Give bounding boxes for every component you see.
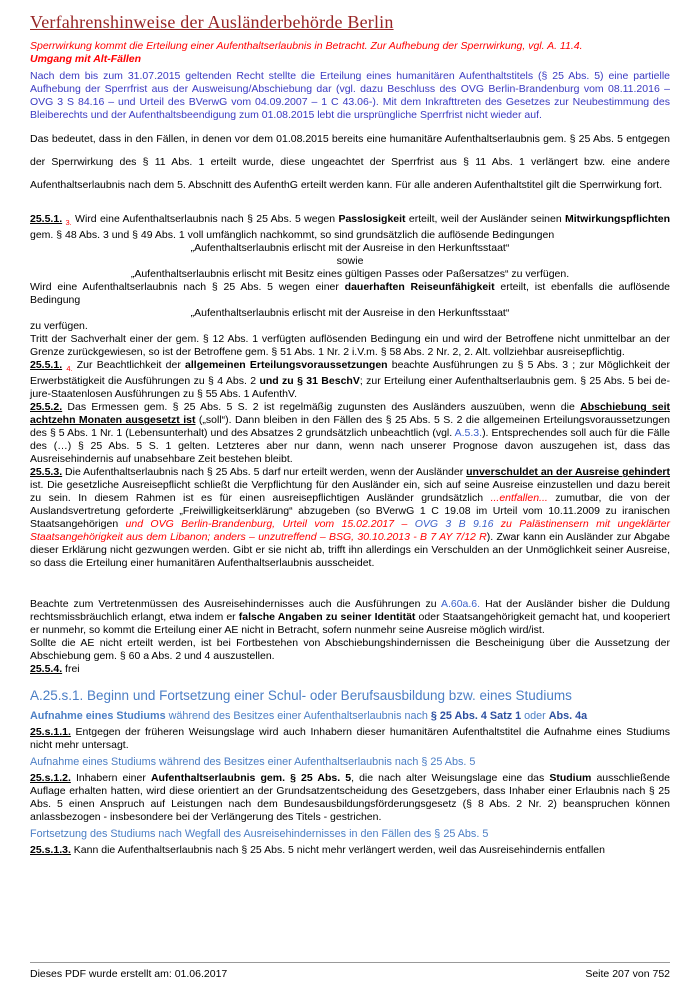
text-run: 25.5.1. — [30, 359, 63, 372]
text-run: sowie — [336, 255, 364, 268]
text-run: 25.5.3. — [30, 466, 63, 479]
ref-link-a-11-4[interactable]: A. 11.4. — [547, 40, 583, 52]
text-run: Kann die Aufenthaltserlaubnis nach § 25 Abs. 5 nicht mehr verlängert werden, weil das Ausreisehindernis entfallen — [70, 844, 605, 857]
text-run: beachte Ausführungen zu § 5 Abs. 3 ; zur Möglichkeit der Erwerbstätigkeit die Ausführungen zu § 4 Abs. 2 — [30, 359, 670, 388]
text-run: , die nach alter Weisungslage eine das — [351, 772, 550, 785]
text-run: ...entfallen... — [490, 492, 548, 505]
quote-condition-1 — [30, 242, 670, 255]
subheading-fortsetzung-studium — [30, 828, 670, 841]
ref-link-a-60a-6[interactable]: A.60a.6. — [440, 598, 481, 611]
paragraph-25-5-2 — [30, 401, 670, 466]
text-run: falsche Angaben zu seiner Identität — [238, 611, 416, 624]
text-run: Das bedeutet, dass in den Fällen, in denen vor dem 01.08.2015 bereits eine humanitäre Aufenthaltserlaubnis gem. § 25 Abs. 5 entgegen der Sperrwirkung des § 11 Abs. 1 erteilt wurde, diese ungeachtet der Sperrfrist aus § 11 Abs. 1 verlängert bzw. eine andere Aufenthaltserlaubnis nach dem 5. Abschnitt des AufenthG erteilt werden kann. Für alle anderen Aufenthaltstitel gilt die Sperrwirkung fort. — [30, 133, 670, 191]
text-run: Abschiebung seit achtzehn Monaten ausgesetzt ist — [30, 401, 671, 427]
text-run: erteilt, ist ebenfalls die auflösende Bedingung — [30, 281, 670, 307]
text-run: oder Staatsangehörigkeit gemacht hat, und kooperiert er nunmehr, so kommt die Erteilung einer AE nicht in Betracht, sofern nunmehr seine Ausreise möglich wird/ist. — [30, 611, 670, 637]
text-run: 25.5.4. — [30, 663, 63, 676]
text-run: ). Entsprechendes soll auch für die Fälle des (…) § 25 Abs. 5 S. 1 gelten. Letzteres aber nur dann, wenn nach unserer Prognose davon auszugehen ist, dass das Ausreisehindernis auf unabsehbare Zeit bestehen bleibt. — [30, 427, 670, 466]
footer-page-number: Seite 207 von 752 — [585, 968, 670, 980]
subheading-aufnahme-studium-abs4 — [30, 710, 670, 723]
ref-link-ovg-3-b-9-16[interactable]: OVG 3 B 9.16 — [414, 518, 494, 531]
text-run: Hat der Ausländer bisher die Duldung rechtsmissbräuchlich erlangt, etwa indem er — [30, 598, 670, 624]
paragraph-tritt-sachverhalt — [30, 333, 670, 359]
text-run: Sperrwirkung kommt die Erteilung einer Aufenthaltserlaubnis in Betracht. Zur Aufhebung der Sperrwirkung, vgl. — [30, 40, 548, 52]
text-run: Tritt der Sachverhalt einer der gem. § 12 Abs. 1 verfügten auflösenden Bedingung ein und wird der Betroffene nicht unmittelbar an der Grenze zurückgewiesen, so ist der Betroffene gem. § 51 Abs. 1 Nr. 2 i.V.m. § 58 Abs. 2 Nr. 2, 2. Alt. vollziehbar ausreisepflichtig. — [30, 333, 670, 359]
text-run: frei — [62, 663, 80, 676]
page-footer — [30, 962, 670, 980]
text-run: „Aufenthaltserlaubnis erlischt mit der Ausreise in den Herkunftsstaat“ — [190, 307, 510, 320]
text-run: und OVG Berlin-Brandenburg, Urteil vom 15.02.2017 – — [125, 518, 415, 531]
footer-created-date: Dieses PDF wurde erstellt am: 01.06.2017 — [30, 968, 228, 980]
quote-condition-3 — [30, 307, 670, 320]
text-run: und zu § 31 BeschV — [259, 375, 360, 388]
text-run: Studium — [549, 772, 592, 785]
text-run: Umgang mit Alt-Fällen — [30, 53, 142, 65]
text-run: Passlosigkeit — [338, 213, 406, 225]
text-run: zumutbar, die von der Auslandsvertretung geforderte „Freiwilligkeitserklärung“ abzugeben (so BVerwG 1 C 19.08 im Urteil vom 10.11.2009 zu iranischen Staatsangehörigen — [30, 492, 670, 531]
paragraph-25-s-1-1 — [30, 726, 670, 752]
text-run: dauerhaften Reiseunfähigkeit — [344, 281, 495, 294]
paragraph-alt-recht — [30, 70, 670, 122]
text-run: 25.5.1. — [30, 213, 63, 225]
text-run: 25.s.1.1. — [30, 726, 71, 739]
text-run: Entgegen der früheren Weisungslage wird auch Inhabern dieser humanitären Aufenthaltstitel die Aufnahme eines Studiums nicht mehr untersagt. — [30, 726, 670, 752]
text-run: Das Ermessen gem. § 25 Abs. 5 S. 2 ist regelmäßig zugunsten des Ausländers auszuüben, wenn die — [62, 401, 581, 414]
paragraph-25-5-1-4 — [30, 359, 670, 401]
document-body — [30, 40, 670, 857]
text-run: oder — [521, 710, 549, 723]
text-run: Beachte zum Vertretenmüssen des Ausreisehindernisses auch die Ausführungen zu — [30, 598, 441, 611]
text-run: allgemeinen Erteilungsvoraussetzungen — [185, 359, 388, 372]
text-run: Aufnahme eines Studiums während des Besitzes einer Aufenthaltserlaubnis nach § 25 Abs. 5 — [30, 756, 476, 769]
text-run: während des Besitzes einer Aufenthaltserlaubnis nach — [165, 710, 431, 723]
text-run: zu verfügen. — [30, 320, 88, 333]
change-marker: 4. — [66, 364, 73, 374]
text-run: erteilt, weil der Ausländer seinen — [405, 213, 565, 225]
paragraph-beachte — [30, 598, 670, 637]
text-run: unverschuldet an der Ausreise gehindert — [466, 466, 670, 479]
text-run: Wird eine Aufenthaltserlaubnis nach § 25 Abs. 5 wegen — [71, 213, 339, 225]
paragraph-zu-verfuegen — [30, 320, 670, 333]
paragraph-25-5-3 — [30, 466, 670, 570]
text-run: zu Palästinensern mit ungeklärter Staatsangehörigkeit aus dem Libanon; anders – unzutreffend – BSG, 30.10.2013 - B 7 AY 7/12 R — [30, 518, 671, 544]
quote-sowie — [30, 255, 670, 268]
text-run: „Aufenthaltserlaubnis erlischt mit der Ausreise in den Herkunftsstaat“ — [190, 242, 510, 255]
text-run: ist. Die gesetzliche Ausreisepflicht schließt die Verpflichtung für den Ausländer ein, sich auf seine Ausreise einzustellen und dazu bereit zu sein. In diesem Rahmen ist es für einen ausreisepflichtigen Ausländer grundsätzlich — [30, 479, 670, 505]
text-run: Aufnahme eines Studiums — [30, 710, 166, 723]
alt-faelle-heading — [30, 53, 670, 66]
text-run: ; zur Erteilung einer Aufenthaltserlaubnis gem. § 25 Abs. 5 bei de-jure-Staatenlosen Ausführungen zu § 55 Abs. 1 AufenthV. — [30, 375, 670, 401]
text-run: Fortsetzung des Studiums nach Wegfall des Ausreisehindernisses in den Fällen des § 25 Abs. 5 — [30, 828, 489, 841]
paragraph-reiseunfaehigkeit — [30, 281, 670, 307]
text-run: Nach dem bis zum 31.07.2015 geltenden Recht stellte die Erteilung eines humanitären Aufenthaltstitels (§ 25 Abs. 5) eine partielle Aufhebung der Sperrfrist aus der Ausweisung/Abschiebung dar (vgl. dazu Beschluss des OVG Berlin-Brandenburg vom 08.11.2016 – OVG 3 S 84.16 – und Urteil des BVerwG vom 04.09.2007 – 1 C 43.06-). Mit dem Inkrafttreten des Gesetzes zur Neubestimmung des Bleiberechts und der Aufenthaltsbeendigung zum 01.08.2015 lebt die ursprüngliche Sperrfrist nicht wieder auf. — [30, 70, 670, 121]
text-run: Abs. 4a — [548, 710, 588, 723]
text-run: Sollte die AE nicht erteilt werden, ist bei Fortbestehen von Abschiebungshindernissen die Bescheinigung über die Aussetzung der Abschiebung gem. § 60 a Abs. 2 und 4 auszustellen. — [30, 637, 670, 663]
text-run: Inhabern einer — [70, 772, 151, 785]
section-heading-a-25-s-1 — [30, 688, 670, 704]
paragraph-25-s-1-3 — [30, 844, 670, 857]
paragraph-das-bedeutet — [30, 128, 670, 197]
change-marker: 3. — [65, 218, 72, 228]
continuation-note — [30, 40, 670, 53]
text-run: gem. § 48 Abs. 3 und § 49 Abs. 1 voll umfänglich nachkommt, so sind grundsätzlich die auflösende Bedingungen — [30, 229, 555, 242]
text-run: Zur Beachtlichkeit der — [72, 359, 186, 372]
paragraph-25-5-4 — [30, 663, 670, 676]
paragraph-25-s-1-2 — [30, 772, 670, 824]
text-run: ). Zwar kann ein Ausländer zur Abgabe dieser Erklärung nicht gezwungen werden. Gibt er sie nicht ab, trifft ihn allerdings ein Verschulden an der Unmöglichkeit seiner Ausreise, so dass die Erteilung einer humanitären Aufenthaltserlaubnis ausscheidet. — [30, 531, 670, 570]
text-run: Aufenthaltserlaubnis gem. § 25 Abs. 5 — [150, 772, 352, 785]
paragraph-sollte-ae — [30, 637, 670, 663]
text-run: A.25.s.1. Beginn und Fortsetzung einer Schul- oder Berufsausbildung bzw. eines Studiums — [30, 688, 572, 704]
subheading-aufnahme-studium-abs5 — [30, 756, 670, 769]
text-run: ausschließende Auflage erhalten hatten, wird diese orientiert an der Grundsatzentscheidung des Gesetzgebers, dass Inhaber einer Erlaubnis nach § 25 Abs. 5 einen Anspruch auf Leistungen nach dem Bundesausbildungsförderungsgesetz (§ 8 Abs. 2 Nr. 2) beanspruchen können anlassbezogen - insbesondere bei der Verlängerung des Titels - gestrichen. — [30, 772, 670, 824]
text-run: 25.s.1.3. — [30, 844, 71, 857]
document-title: Verfahrenshinweise der Ausländerbehörde Berlin — [30, 12, 394, 32]
ref-link-a-5-3[interactable]: A.5.3. — [454, 427, 483, 440]
quote-condition-2 — [30, 268, 670, 281]
text-run: Die Aufenthaltserlaubnis nach § 25 Abs. 5 darf nur erteilt werden, wenn der Ausländer — [62, 466, 467, 479]
text-run: „Aufenthaltserlaubnis erlischt mit Besitz eines gültigen Passes oder Paßersatzes“ zu verfügen. — [130, 268, 570, 281]
text-run: 25.s.1.2. — [30, 772, 71, 785]
text-run: Mitwirkungspflichten — [565, 213, 670, 225]
text-run: § 25 Abs. 4 Satz 1 — [430, 710, 522, 723]
text-run: („soll“). Dann bleiben in den Fällen des § 25 Abs. 5 S. 2 die allgemeinen Erteilungsvoraussetzungen des § 5 Abs. 1 Nr. 1 (Lebensunterhalt) und des Absatzes 2 grundsätzlich unbeachtlich (vgl. — [30, 414, 670, 440]
paragraph-25-5-1-3 — [30, 213, 670, 242]
text-run: Wird eine Aufenthaltserlaubnis nach § 25 Abs. 5 wegen einer — [30, 281, 345, 294]
text-run: 25.5.2. — [30, 401, 63, 414]
